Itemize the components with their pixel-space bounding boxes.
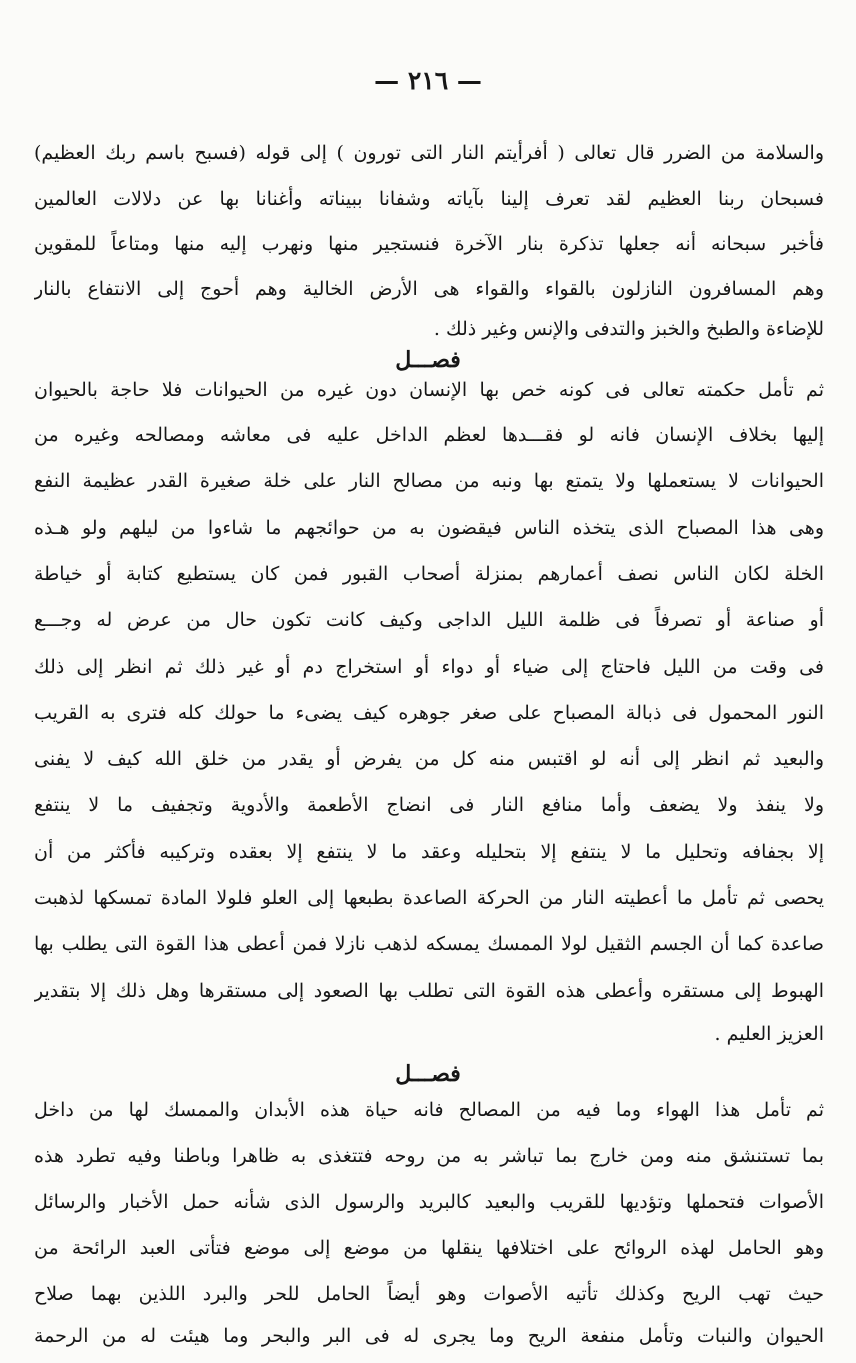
text-line: حيث تهب الريح وكذلك تأتيه الأصوات وهو أيضاً الحامل للحر والبرد اللذين بهما صلاح bbox=[34, 1283, 824, 1305]
text-line: للإضاءة والطبخ والخبز والتدفى والإنس وغير ذلك . bbox=[433, 318, 824, 340]
text-line: إليها بخلاف الإنسان فانه لو فقـــدها لعظم الداخل عليه فى معاشه ومصالحه وغيره من bbox=[34, 424, 824, 446]
section-heading: فصـــل bbox=[395, 347, 461, 373]
text-line: ثم تأمل حكمته تعالى فى كونه خص بها الإنسان دون غيره من الحيوانات فلا حاجة بالحيوان bbox=[34, 379, 824, 401]
text-line: فسبحان ربنا العظيم لقد تعرف إلينا بآياته وشفانا ببيناته وأغنانا بها عن دلالات العالمين bbox=[34, 188, 824, 210]
page-number: — ٢١٦ — bbox=[374, 66, 482, 95]
text-line: إلا بجفافه وتحليل ما لا ينتفع إلا بتحليله وعقد ما لا ينتفع إلا بعقده وتركيبه فأكثر من أن bbox=[34, 841, 824, 863]
text-line: صاعدة كما أن الجسم الثقيل لولا الممسك يمسكه لذهب نازلا فمن أعطى هذا القوة التى يطلب بها bbox=[34, 933, 824, 955]
text-line: بما تستنشق منه ومن خارج بما تباشر به من روحه فتتغذى به ظاهرا وباطنا وفيه تطرد هذه bbox=[34, 1145, 824, 1167]
text-line: ثم تأمل هذا الهواء وما فيه من المصالح فانه حياة هذه الأبدان والممسك لها من داخل bbox=[34, 1099, 824, 1121]
text-line: وهى هذا المصباح الذى يتخذه الناس فيقضون به من حوائجهم ما شاءوا من ليلهم ولو هـذه bbox=[34, 517, 824, 539]
text-line: والبعيد ثم انظر إلى أنه لو اقتبس منه كل من يفرض أو يقدر من خلق الله كيف لا يفنى bbox=[34, 748, 824, 770]
text-line: الهبوط إلى مستقره وأعطى هذه القوة التى تطلب بها الصعود إلى مستقرها وهل ذلك إلا بتقدير bbox=[34, 980, 824, 1002]
text-line: النور المحمول فى ذبالة المصباح على صغر جوهره كيف يضىء ما حولك كله فترى به القريب bbox=[34, 702, 824, 724]
text-line: الحيوان والنبات وتأمل منفعة الريح وما يجرى له فى البر والبحر وما هيئت له من الرحمة bbox=[34, 1325, 824, 1347]
text-line: وهم المسافرون النازلون بالقواء والقواء هى الأرض الخالية وهم أحوج إلى الانتفاع بالنار bbox=[34, 278, 824, 300]
text-line: فأخبر سبحانه أنه جعلها تذكرة بنار الآخرة فنستجير منها ونهرب إليه منها ومتاعاً للمقوين bbox=[34, 233, 824, 255]
text-line: وهو الحامل لهذه الروائح على اختلافها ينقلها من موضع إلى موضع فتأتى العبد الرائحة من bbox=[34, 1237, 824, 1259]
text-line: يحصى ثم تأمل ما أعطيته النار من الحركة الصاعدة بطبعها إلى العلو فلولا المادة تمسكها لذهبت bbox=[34, 887, 824, 909]
text-line: ولا ينفذ ولا يضعف وأما منافع النار فى انضاج الأطعمة والأدوية وتجفيف ما لا ينتفع bbox=[34, 794, 824, 816]
text-line: الأصوات فتحملها وتؤديها للقريب والبعيد كالبريد والرسول الذى شأنه حمل الأخبار والرسائل bbox=[34, 1191, 824, 1213]
text-line: العزيز العليم . bbox=[714, 1023, 824, 1045]
text-line: الحيوانات لا يستعملها ولا يتمتع بها ونبه من مصالح النار على خلة صغيرة القدر عظيمة النفع bbox=[34, 470, 824, 492]
text-line: أو صناعة أو تصرفاً فى ظلمة الليل الداجى وكيف كانت تكون حال من عرض له وجـــع bbox=[34, 609, 824, 631]
text-line: الخلة لكان الناس نصف أعمارهم بمنزلة أصحاب القبور فمن كان يستطيع كتابة أو خياطة bbox=[34, 563, 824, 585]
section-heading: فصـــل bbox=[395, 1061, 461, 1087]
text-line: فى وقت من الليل فاحتاج إلى ضياء أو دواء أو استخراج دم أو غير ذلك ثم انظر إلى ذلك bbox=[34, 656, 824, 678]
text-line: والسلامة من الضرر قال تعالى ( أفرأيتم النار التى تورون ) إلى قوله (فسبح باسم ربك العظيم) bbox=[34, 142, 824, 164]
